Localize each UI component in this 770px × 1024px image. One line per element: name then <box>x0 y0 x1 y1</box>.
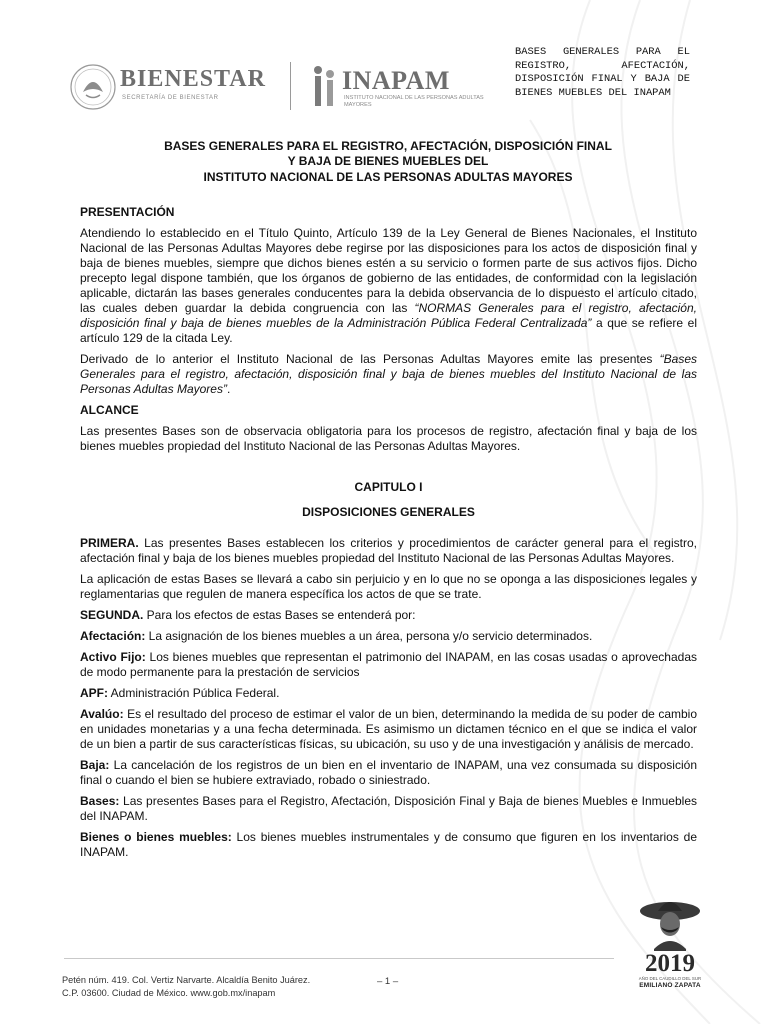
definition-term: Bases: <box>80 794 120 808</box>
inapam-wordmark: INAPAM <box>342 66 450 95</box>
text-run: . <box>226 382 231 396</box>
definition-term: Bienes o bienes muebles: <box>80 830 232 844</box>
definition-term: Activo Fijo: <box>80 650 146 664</box>
definition-text: Los bienes muebles que representan el patrimonio del INAPAM, en las cosas usadas o aprovechadas de modo permanente para la prestación de servicios <box>80 650 697 679</box>
page-number: – 1 – <box>377 976 399 987</box>
definition-term: Afectación: <box>80 629 146 643</box>
zapata-name: EMILIANO ZAPATA <box>639 982 701 989</box>
alcance-heading: ALCANCE <box>80 403 139 417</box>
definition-item <box>80 830 697 860</box>
definition-item <box>80 686 697 701</box>
presentacion-paragraph-2 <box>80 352 697 397</box>
title-line-3: INSTITUTO NACIONAL DE LAS PERSONAS ADULTAS MAYORES <box>203 169 573 184</box>
clause-primera <box>80 536 697 566</box>
clause-segunda <box>80 608 697 623</box>
bienestar-wordmark: BIENESTAR <box>120 66 266 92</box>
address-line-2: C.P. 03600. Ciudad de México. www.gob.mx/inapam <box>62 988 276 998</box>
presentacion-paragraph-1 <box>80 226 697 346</box>
bienestar-logo <box>68 62 278 114</box>
definition-text: Es el resultado del proceso de estimar el valor de un bien, determinando la medida de su poder de cambio en unidades monetarias y a una fecha determinada. Es asimismo un dictamen técnico en el que se indica el valor de un bien a partir de sus características físicas, su ubicación, su uso y de una investigación y análisis de mercado. <box>80 707 697 751</box>
text-run: Para los efectos de estas Bases se entenderá por: <box>143 608 416 622</box>
definition-term: Avalúo: <box>80 707 124 721</box>
year-caption: AÑO DEL CAUDILLO DEL SUR <box>638 976 702 981</box>
text-run: Las presentes Bases establecen los criterios y procedimientos de carácter general para el registro, afectación final y baja de los bienes muebles propiedad del Instituto Nacional de las Personas Adultas Mayores. <box>80 536 697 565</box>
clause-aplicacion: La aplicación de estas Bases se llevará a cabo sin perjuicio y en lo que no se oponga a las disposiciones legales y reglamentarias que regulen de manera específica los actos de que se trate. <box>80 572 697 601</box>
definition-item <box>80 629 697 644</box>
inapam-people-icon <box>308 64 342 110</box>
definition-text: Los bienes muebles instrumentales y de consumo que figuren en los inventarios de INAPAM. <box>80 830 697 859</box>
definition-text: La asignación de los bienes muebles a un área, persona y/o servicio determinados. <box>145 629 593 643</box>
inapam-logo <box>308 62 484 114</box>
text-run: Derivado de lo anterior el Instituto Nacional de las Personas Adultas Mayores emite las presentes <box>80 352 660 366</box>
year-2019: 2019 <box>645 950 695 977</box>
document-title <box>80 139 696 185</box>
presentacion-heading: PRESENTACIÓN <box>80 205 175 219</box>
corner-document-title: BASES GENERALES PARA EL REGISTRO, AFECTACIÓN, DISPOSICIÓN FINAL Y BAJA DE BIENES MUEBLES DEL INAPAM <box>515 46 690 99</box>
clause-label: PRIMERA. <box>80 536 139 550</box>
chapter-heading: CAPITULO I <box>354 480 423 494</box>
definition-text: Administración Pública Federal. <box>108 686 280 700</box>
footer-divider <box>64 958 614 959</box>
definition-item <box>80 794 697 824</box>
clause-label: SEGUNDA. <box>80 608 144 622</box>
definition-item <box>80 650 697 680</box>
definition-text: Las presentes Bases para el Registro, Afectación, Disposición Final y Baja de bienes Muebles e Inmuebles del INAPAM. <box>80 794 697 823</box>
inapam-subtitle: INSTITUTO NACIONAL DE LAS PERSONAS ADULTAS MAYORES <box>344 95 484 108</box>
document-body <box>80 205 697 866</box>
definition-term: APF: <box>80 686 108 700</box>
title-line-1: BASES GENERALES PARA EL REGISTRO, AFECTACIÓN, DISPOSICIÓN FINAL <box>164 139 612 153</box>
text-run: Atendiendo lo establecido en el Título Quinto, Artículo 139 de la Ley General de Bienes Nacionales, el Instituto Nacional de las Personas Adultas Mayores debe regirse por las disposiciones para los actos de disposición final y baja de bienes muebles, siempre que dichos bienes estén a su servicio o formen parte de sus activos fijos. Dicho precepto legal dispone también, que los órganos de gobierno de las entidades, de conformidad con la legislación aplicable, dictarán las bases generales conducentes para la debida observancia de lo dispuesto el artículo citado, las cuales deben guardar la debida congruencia con las <box>80 226 697 315</box>
definition-term: Baja: <box>80 758 110 772</box>
text-run: a que se refiere el artículo 129 de la citada Ley. <box>80 316 697 345</box>
title-line-2: Y BAJA DE BIENES MUEBLES DEL <box>287 154 489 169</box>
logo-separator <box>290 62 291 110</box>
bienestar-subtitle: SECRETARÍA DE BIENESTAR <box>122 95 219 101</box>
italic-citation: “Bases Generales para el registro, afectación, disposición final y baja de bienes muebles del Instituto Nacional de las Personas Adultas Mayores” <box>80 352 697 396</box>
footer-address <box>62 974 310 1000</box>
italic-citation: “NORMAS Generales para el registro, afectación, disposición final y baja de bienes muebles de la Administración Pública Federal Centralizada” <box>80 301 697 330</box>
mexico-seal-icon <box>68 62 118 112</box>
address-line-1: Petén núm. 419. Col. Vertiz Narvarte. Alcaldía Benito Juárez. <box>62 975 311 985</box>
definition-text: La cancelación de los registros de un bien en el inventario de INAPAM, una vez consumada su disposición final o cuando el bien se hubiere extraviado, robado o siniestrado. <box>80 758 697 787</box>
chapter-subheading: DISPOSICIONES GENERALES <box>302 505 475 519</box>
definition-item <box>80 758 697 788</box>
definition-item <box>80 707 697 752</box>
alcance-paragraph: Las presentes Bases son de observacia obligatoria para los procesos de registro, afectación final y baja de los bienes muebles propiedad del Instituto Nacional de las Personas Adultas Mayores. <box>80 424 697 453</box>
